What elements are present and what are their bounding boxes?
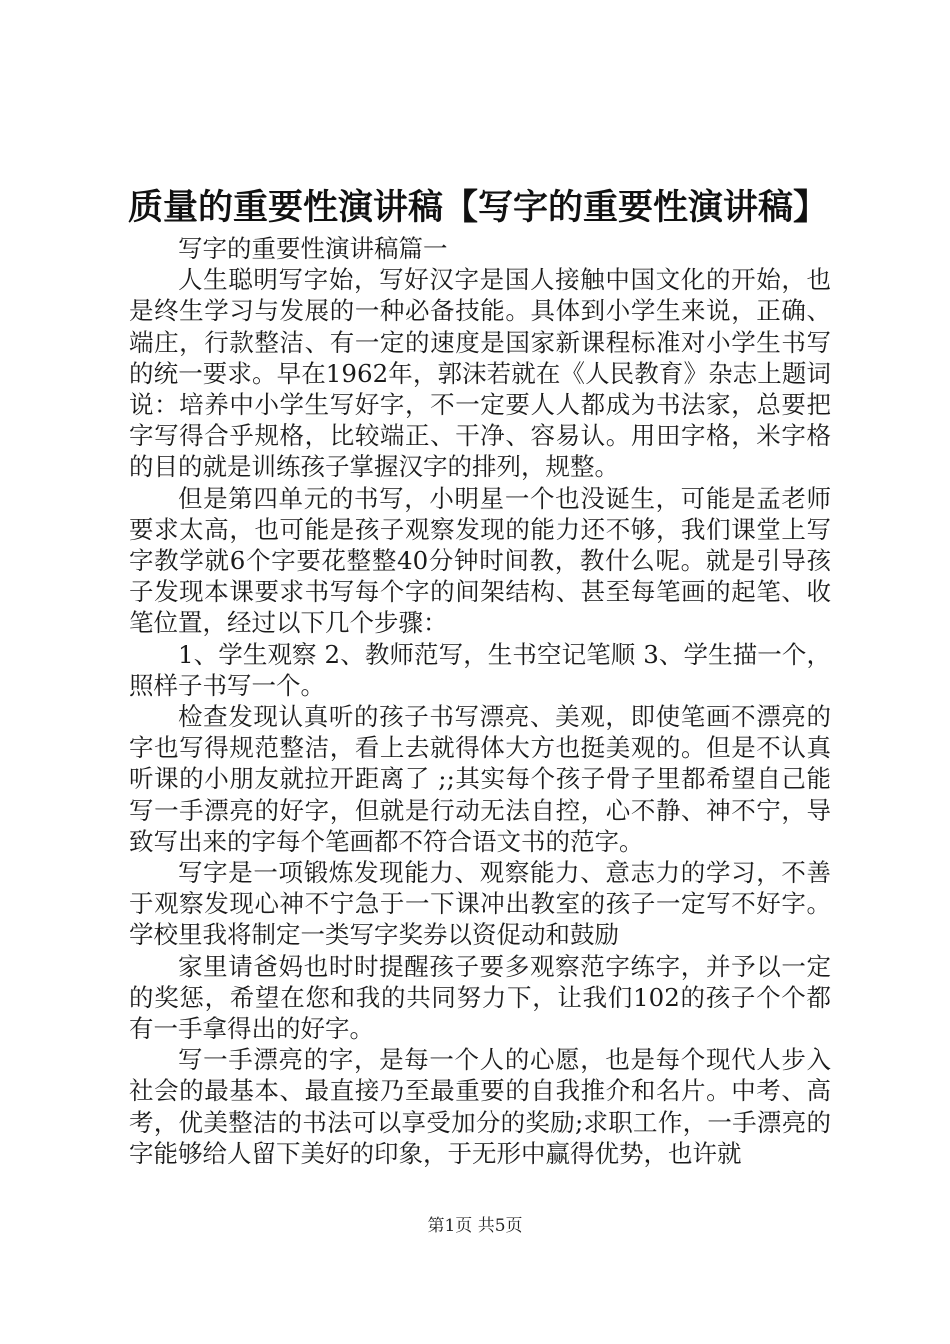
paragraph: 写一手漂亮的字，是每一个人的心愿，也是每个现代人步入社会的最基本、最直接乃至最重要的自我推介和名片。中考、高考，优美整洁的书法可以享受加分的奖励;求职工作，一手漂亮的字能够给人留下美好的印象，于无形中赢得优势，也许就: [129, 1045, 831, 1168]
paragraph: 检查发现认真听的孩子书写漂亮、美观，即使笔画不漂亮的字也写得规范整洁，看上去就得体大方也挺美观的。但是不认真听课的小朋友就拉开距离了 ;;其实每个孩子骨子里都希望自己能写一手漂亮的好字，但就是行动无法自控，心不静、神不宁，导致写出来的字每个笔画都不符合语文书的范字。: [129, 702, 831, 856]
paragraph: 写字是一项锻炼发现能力、观察能力、意志力的学习，不善于观察发现心神不宁急于一下课冲出教室的孩子一定写不好字。学校里我将制定一类写字奖券以资促动和鼓励: [129, 858, 831, 950]
paragraph: 家里请爸妈也时时提醒孩子要多观察范字练字，并予以一定的奖惩，希望在您和我的共同努力下，让我们102的孩子个个都有一手拿得出的好字。: [129, 951, 831, 1044]
document-title: 质量的重要性演讲稿【写字的重要性演讲稿】: [128, 188, 829, 228]
page-number-footer: 第1页 共5页: [427, 1216, 523, 1236]
steps-paragraph: 1、学生观察 2、教师范写，生书空记笔顺 3、学生描一个，照样子书写一个。: [129, 639, 831, 700]
section-subtitle: 写字的重要性演讲稿篇一: [178, 234, 448, 263]
paragraph: 但是第四单元的书写，小明星一个也没诞生，可能是孟老师要求太高，也可能是孩子观察发现的能力还不够，我们课堂上写字教学就6个字要花整整40分钟时间教，教什么呢。就是引导孩子发现本课要求书写每个字的间架结构、甚至每笔画的起笔、收笔位置，经过以下几个步骤：: [129, 483, 831, 638]
document-body: [129, 233, 831, 1169]
paragraph: 人生聪明写字始，写好汉字是国人接触中国文化的开始，也是终生学习与发展的一种必备技能。具体到小学生来说，正确、端庄，行款整洁、有一定的速度是国家新课程标准对小学生书写的统一要求。早在1962年，郭沫若就在《人民教育》杂志上题词说：培养中小学生写好字，不一定要人人都成为书法家，总要把字写得合乎规格，比较端正、干净、容易认。用田字格，米字格的目的就是训练孩子掌握汉字的排列，规整。: [129, 265, 831, 482]
